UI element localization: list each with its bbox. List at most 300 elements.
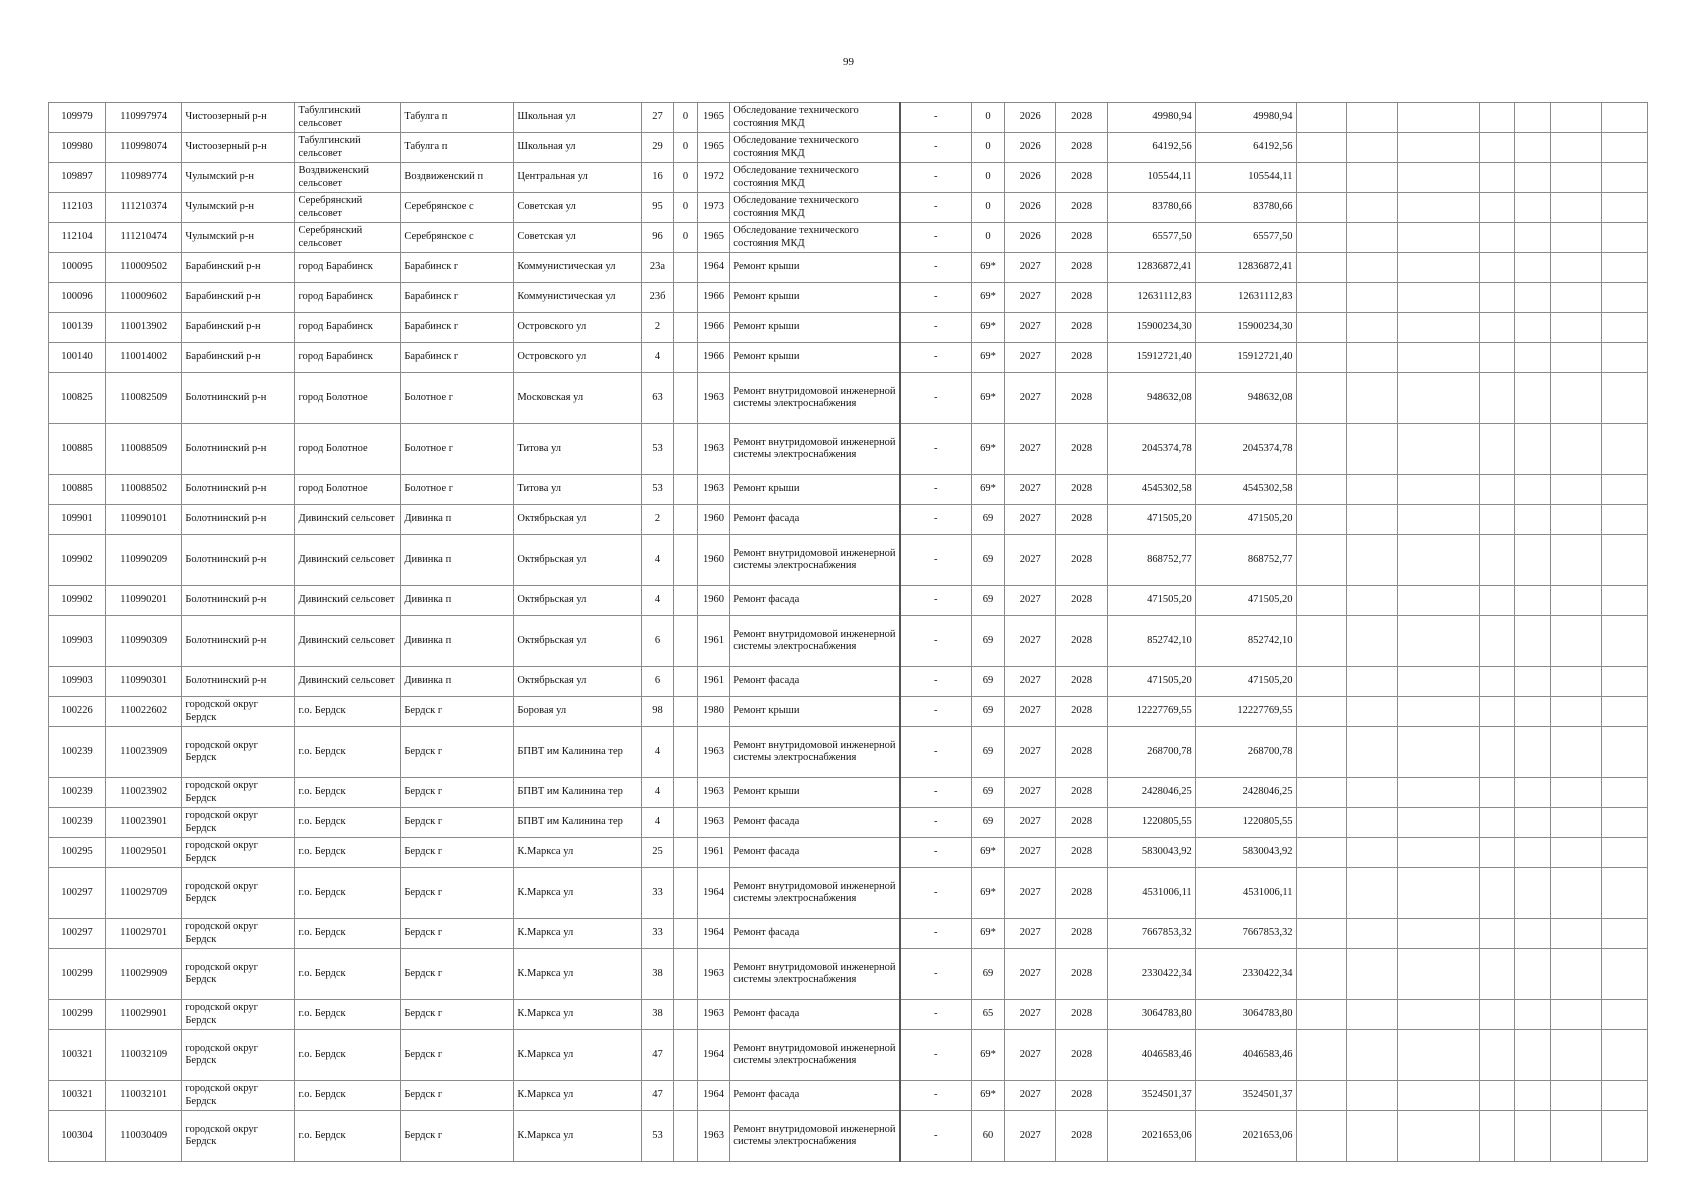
end-year-cell: 2028 — [1056, 313, 1108, 343]
empty-cell — [1551, 373, 1602, 424]
work-type-cell: Ремонт фасада — [730, 586, 900, 616]
id-cell: 109903 — [49, 616, 106, 667]
code-cell: 110022602 — [106, 697, 182, 727]
id-cell: 109979 — [49, 103, 106, 133]
empty-cell — [1347, 253, 1398, 283]
table-row — [49, 586, 1648, 616]
start-year-cell: 2027 — [1005, 778, 1056, 808]
empty-cell — [1551, 808, 1602, 838]
work-type-cell: Ремонт внутридомовой инженерной системы электроснабжения — [730, 535, 900, 586]
start-year-cell: 2027 — [1005, 1111, 1056, 1162]
locality-cell: Бердск г — [401, 697, 514, 727]
house-cell: 38 — [641, 949, 674, 1000]
id-cell: 109902 — [49, 535, 106, 586]
empty-cell — [1602, 586, 1648, 616]
work-type-cell: Ремонт фасада — [730, 838, 900, 868]
district-cell: городской округ Бердск — [182, 697, 295, 727]
end-year-cell: 2028 — [1056, 223, 1108, 253]
empty-cell — [1602, 283, 1648, 313]
start-year-cell: 2027 — [1005, 868, 1056, 919]
empty-cell — [1398, 475, 1479, 505]
empty-cell — [1602, 1000, 1648, 1030]
year-cell: 1960 — [697, 535, 730, 586]
year-cell: 1963 — [697, 808, 730, 838]
street-cell: Советская ул — [514, 193, 641, 223]
table-row — [49, 283, 1648, 313]
empty-cell — [1398, 616, 1479, 667]
empty-cell — [1515, 919, 1551, 949]
building-cell: 0 — [674, 223, 697, 253]
empty-cell — [1515, 253, 1551, 283]
empty-cell — [1479, 697, 1515, 727]
start-year-cell: 2027 — [1005, 727, 1056, 778]
column-11-cell: - — [900, 838, 971, 868]
empty-cell — [1296, 586, 1347, 616]
empty-cell — [1398, 505, 1479, 535]
empty-cell — [1551, 697, 1602, 727]
column-12-cell: 69 — [971, 535, 1005, 586]
table-row — [49, 949, 1648, 1000]
start-year-cell: 2026 — [1005, 163, 1056, 193]
house-cell: 98 — [641, 697, 674, 727]
street-cell: Титова ул — [514, 475, 641, 505]
column-12-cell: 69* — [971, 373, 1005, 424]
id-cell: 100825 — [49, 373, 106, 424]
empty-cell — [1398, 313, 1479, 343]
end-year-cell: 2028 — [1056, 727, 1108, 778]
empty-cell — [1479, 727, 1515, 778]
column-12-cell: 69* — [971, 475, 1005, 505]
total-cell: 471505,20 — [1195, 667, 1296, 697]
end-year-cell: 2028 — [1056, 133, 1108, 163]
street-cell: Московская ул — [514, 373, 641, 424]
total-cell: 3064783,80 — [1195, 1000, 1296, 1030]
end-year-cell: 2028 — [1056, 808, 1108, 838]
total-cell: 268700,78 — [1195, 727, 1296, 778]
empty-cell — [1551, 1081, 1602, 1111]
id-cell: 100095 — [49, 253, 106, 283]
column-12-cell: 69* — [971, 343, 1005, 373]
end-year-cell: 2028 — [1056, 868, 1108, 919]
empty-cell — [1398, 283, 1479, 313]
locality-cell: Бердск г — [401, 838, 514, 868]
start-year-cell: 2027 — [1005, 586, 1056, 616]
house-cell: 16 — [641, 163, 674, 193]
empty-cell — [1515, 1000, 1551, 1030]
start-year-cell: 2027 — [1005, 949, 1056, 1000]
district-cell: городской округ Бердск — [182, 1000, 295, 1030]
locality-cell: Бердск г — [401, 949, 514, 1000]
empty-cell — [1479, 475, 1515, 505]
cost-cell: 268700,78 — [1108, 727, 1196, 778]
id-cell: 100239 — [49, 778, 106, 808]
empty-cell — [1551, 163, 1602, 193]
work-type-cell: Ремонт внутридомовой инженерной системы электроснабжения — [730, 1030, 900, 1081]
street-cell: К.Маркса ул — [514, 868, 641, 919]
locality-cell: Барабинск г — [401, 253, 514, 283]
house-cell: 4 — [641, 808, 674, 838]
empty-cell — [1479, 193, 1515, 223]
municipality-cell: город Барабинск — [295, 313, 401, 343]
empty-cell — [1515, 778, 1551, 808]
house-cell: 2 — [641, 505, 674, 535]
district-cell: Чулымский р-н — [182, 193, 295, 223]
start-year-cell: 2027 — [1005, 505, 1056, 535]
id-cell: 109980 — [49, 133, 106, 163]
total-cell: 49980,94 — [1195, 103, 1296, 133]
empty-cell — [1551, 919, 1602, 949]
street-cell: Коммунистическая ул — [514, 253, 641, 283]
code-cell: 110023901 — [106, 808, 182, 838]
column-12-cell: 69* — [971, 838, 1005, 868]
empty-cell — [1551, 727, 1602, 778]
year-cell: 1963 — [697, 373, 730, 424]
empty-cell — [1602, 808, 1648, 838]
empty-cell — [1479, 313, 1515, 343]
id-cell: 100297 — [49, 919, 106, 949]
start-year-cell: 2027 — [1005, 667, 1056, 697]
empty-cell — [1602, 133, 1648, 163]
municipality-cell: Дивинский сельсовет — [295, 535, 401, 586]
building-cell — [674, 1081, 697, 1111]
empty-cell — [1551, 475, 1602, 505]
house-cell: 4 — [641, 727, 674, 778]
empty-cell — [1347, 1000, 1398, 1030]
locality-cell: Серебрянское с — [401, 193, 514, 223]
cost-cell: 4046583,46 — [1108, 1030, 1196, 1081]
house-cell: 23а — [641, 253, 674, 283]
empty-cell — [1398, 667, 1479, 697]
empty-cell — [1398, 193, 1479, 223]
code-cell: 110997974 — [106, 103, 182, 133]
empty-cell — [1398, 103, 1479, 133]
building-cell — [674, 505, 697, 535]
empty-cell — [1479, 1000, 1515, 1030]
empty-cell — [1398, 919, 1479, 949]
start-year-cell: 2027 — [1005, 616, 1056, 667]
district-cell: Болотнинский р-н — [182, 475, 295, 505]
year-cell: 1972 — [697, 163, 730, 193]
district-cell: Барабинский р-н — [182, 283, 295, 313]
table-row — [49, 133, 1648, 163]
work-type-cell: Ремонт крыши — [730, 697, 900, 727]
year-cell: 1963 — [697, 475, 730, 505]
locality-cell: Дивинка п — [401, 667, 514, 697]
empty-cell — [1602, 868, 1648, 919]
code-cell: 110088502 — [106, 475, 182, 505]
id-cell: 100239 — [49, 727, 106, 778]
house-cell: 63 — [641, 373, 674, 424]
empty-cell — [1515, 586, 1551, 616]
empty-cell — [1551, 283, 1602, 313]
building-cell — [674, 727, 697, 778]
start-year-cell: 2026 — [1005, 223, 1056, 253]
empty-cell — [1602, 223, 1648, 253]
building-cell — [674, 586, 697, 616]
total-cell: 471505,20 — [1195, 586, 1296, 616]
building-cell — [674, 868, 697, 919]
column-11-cell: - — [900, 778, 971, 808]
end-year-cell: 2028 — [1056, 1000, 1108, 1030]
cost-cell: 852742,10 — [1108, 616, 1196, 667]
table-row — [49, 667, 1648, 697]
empty-cell — [1551, 343, 1602, 373]
empty-cell — [1296, 283, 1347, 313]
cost-cell: 1220805,55 — [1108, 808, 1196, 838]
house-cell: 6 — [641, 667, 674, 697]
empty-cell — [1551, 616, 1602, 667]
empty-cell — [1602, 667, 1648, 697]
empty-cell — [1296, 535, 1347, 586]
total-cell: 852742,10 — [1195, 616, 1296, 667]
empty-cell — [1479, 283, 1515, 313]
house-cell: 38 — [641, 1000, 674, 1030]
column-11-cell: - — [900, 868, 971, 919]
empty-cell — [1398, 373, 1479, 424]
column-12-cell: 69 — [971, 616, 1005, 667]
empty-cell — [1347, 223, 1398, 253]
empty-cell — [1551, 586, 1602, 616]
code-cell: 110023902 — [106, 778, 182, 808]
empty-cell — [1515, 535, 1551, 586]
municipality-cell: г.о. Бердск — [295, 1081, 401, 1111]
table-row — [49, 616, 1648, 667]
locality-cell: Бердск г — [401, 868, 514, 919]
empty-cell — [1296, 133, 1347, 163]
empty-cell — [1296, 424, 1347, 475]
work-type-cell: Обследование технического состояния МКД — [730, 163, 900, 193]
column-11-cell: - — [900, 586, 971, 616]
house-cell: 25 — [641, 838, 674, 868]
building-cell — [674, 1000, 697, 1030]
year-cell: 1964 — [697, 868, 730, 919]
empty-cell — [1347, 778, 1398, 808]
empty-cell — [1398, 133, 1479, 163]
empty-cell — [1479, 808, 1515, 838]
work-type-cell: Ремонт крыши — [730, 253, 900, 283]
building-cell: 0 — [674, 103, 697, 133]
empty-cell — [1347, 475, 1398, 505]
column-11-cell: - — [900, 949, 971, 1000]
empty-cell — [1515, 283, 1551, 313]
street-cell: БПВТ им Калинина тер — [514, 727, 641, 778]
work-type-cell: Ремонт фасада — [730, 808, 900, 838]
street-cell: К.Маркса ул — [514, 1081, 641, 1111]
column-12-cell: 69 — [971, 697, 1005, 727]
empty-cell — [1347, 616, 1398, 667]
empty-cell — [1551, 535, 1602, 586]
empty-cell — [1479, 424, 1515, 475]
empty-cell — [1296, 667, 1347, 697]
street-cell: Советская ул — [514, 223, 641, 253]
district-cell: Болотнинский р-н — [182, 586, 295, 616]
end-year-cell: 2028 — [1056, 1081, 1108, 1111]
locality-cell: Бердск г — [401, 919, 514, 949]
end-year-cell: 2028 — [1056, 283, 1108, 313]
year-cell: 1961 — [697, 616, 730, 667]
start-year-cell: 2026 — [1005, 193, 1056, 223]
street-cell: К.Маркса ул — [514, 1111, 641, 1162]
column-12-cell: 69* — [971, 1081, 1005, 1111]
empty-cell — [1602, 1030, 1648, 1081]
building-cell — [674, 475, 697, 505]
district-cell: городской округ Бердск — [182, 727, 295, 778]
locality-cell: Болотное г — [401, 424, 514, 475]
empty-cell — [1347, 868, 1398, 919]
table-row — [49, 424, 1648, 475]
id-cell: 100226 — [49, 697, 106, 727]
street-cell: К.Маркса ул — [514, 1030, 641, 1081]
house-cell: 23б — [641, 283, 674, 313]
empty-cell — [1479, 373, 1515, 424]
empty-cell — [1296, 103, 1347, 133]
municipality-cell: город Болотное — [295, 373, 401, 424]
empty-cell — [1398, 253, 1479, 283]
empty-cell — [1479, 1111, 1515, 1162]
end-year-cell: 2028 — [1056, 253, 1108, 283]
end-year-cell: 2028 — [1056, 838, 1108, 868]
cost-cell: 2428046,25 — [1108, 778, 1196, 808]
column-12-cell: 69 — [971, 949, 1005, 1000]
municipality-cell: город Барабинск — [295, 253, 401, 283]
empty-cell — [1602, 1111, 1648, 1162]
cost-cell: 471505,20 — [1108, 667, 1196, 697]
year-cell: 1963 — [697, 949, 730, 1000]
work-type-cell: Ремонт внутридомовой инженерной системы электроснабжения — [730, 1111, 900, 1162]
column-12-cell: 60 — [971, 1111, 1005, 1162]
empty-cell — [1479, 616, 1515, 667]
empty-cell — [1398, 343, 1479, 373]
empty-cell — [1551, 424, 1602, 475]
street-cell: Школьная ул — [514, 133, 641, 163]
table-row — [49, 505, 1648, 535]
start-year-cell: 2027 — [1005, 424, 1056, 475]
empty-cell — [1296, 1000, 1347, 1030]
empty-cell — [1602, 373, 1648, 424]
building-cell — [674, 778, 697, 808]
work-type-cell: Ремонт внутридомовой инженерной системы электроснабжения — [730, 424, 900, 475]
empty-cell — [1515, 949, 1551, 1000]
locality-cell: Барабинск г — [401, 283, 514, 313]
municipality-cell: город Барабинск — [295, 283, 401, 313]
district-cell: городской округ Бердск — [182, 1030, 295, 1081]
house-cell: 96 — [641, 223, 674, 253]
total-cell: 15900234,30 — [1195, 313, 1296, 343]
column-11-cell: - — [900, 223, 971, 253]
empty-cell — [1602, 103, 1648, 133]
empty-cell — [1296, 193, 1347, 223]
empty-cell — [1602, 424, 1648, 475]
empty-cell — [1398, 223, 1479, 253]
empty-cell — [1479, 1081, 1515, 1111]
street-cell: Школьная ул — [514, 103, 641, 133]
cost-cell: 64192,56 — [1108, 133, 1196, 163]
start-year-cell: 2027 — [1005, 313, 1056, 343]
empty-cell — [1515, 1111, 1551, 1162]
empty-cell — [1347, 949, 1398, 1000]
column-11-cell: - — [900, 193, 971, 223]
district-cell: городской округ Бердск — [182, 838, 295, 868]
start-year-cell: 2027 — [1005, 343, 1056, 373]
end-year-cell: 2028 — [1056, 343, 1108, 373]
column-11-cell: - — [900, 535, 971, 586]
empty-cell — [1602, 313, 1648, 343]
empty-cell — [1479, 667, 1515, 697]
locality-cell: Табулга п — [401, 103, 514, 133]
street-cell: Островского ул — [514, 343, 641, 373]
empty-cell — [1602, 616, 1648, 667]
municipality-cell: Дивинский сельсовет — [295, 616, 401, 667]
building-cell — [674, 667, 697, 697]
house-cell: 53 — [641, 424, 674, 475]
cost-cell: 7667853,32 — [1108, 919, 1196, 949]
page-number: 99 — [843, 56, 854, 68]
empty-cell — [1515, 868, 1551, 919]
empty-cell — [1296, 616, 1347, 667]
house-cell: 47 — [641, 1030, 674, 1081]
empty-cell — [1398, 424, 1479, 475]
id-cell: 100299 — [49, 1000, 106, 1030]
street-cell: Октябрьская ул — [514, 586, 641, 616]
district-cell: Болотнинский р-н — [182, 373, 295, 424]
empty-cell — [1296, 1030, 1347, 1081]
empty-cell — [1551, 778, 1602, 808]
column-11-cell: - — [900, 808, 971, 838]
empty-cell — [1296, 505, 1347, 535]
district-cell: городской округ Бердск — [182, 868, 295, 919]
column-12-cell: 69 — [971, 586, 1005, 616]
year-cell: 1980 — [697, 697, 730, 727]
cost-cell: 471505,20 — [1108, 586, 1196, 616]
municipality-cell: Табулгинский сельсовет — [295, 103, 401, 133]
table-row — [49, 838, 1648, 868]
start-year-cell: 2026 — [1005, 133, 1056, 163]
empty-cell — [1602, 697, 1648, 727]
building-cell — [674, 838, 697, 868]
table-row — [49, 868, 1648, 919]
municipality-cell: г.о. Бердск — [295, 1000, 401, 1030]
street-cell: Коммунистическая ул — [514, 283, 641, 313]
cost-cell: 3524501,37 — [1108, 1081, 1196, 1111]
empty-cell — [1347, 667, 1398, 697]
code-cell: 110030409 — [106, 1111, 182, 1162]
empty-cell — [1296, 838, 1347, 868]
column-11-cell: - — [900, 253, 971, 283]
code-cell: 110009602 — [106, 283, 182, 313]
empty-cell — [1398, 949, 1479, 1000]
code-cell: 110014002 — [106, 343, 182, 373]
house-cell: 53 — [641, 475, 674, 505]
column-12-cell: 65 — [971, 1000, 1005, 1030]
column-12-cell: 69* — [971, 313, 1005, 343]
code-cell: 110013902 — [106, 313, 182, 343]
empty-cell — [1296, 808, 1347, 838]
table-row — [49, 919, 1648, 949]
district-cell: Болотнинский р-н — [182, 424, 295, 475]
empty-cell — [1515, 373, 1551, 424]
start-year-cell: 2027 — [1005, 373, 1056, 424]
empty-cell — [1479, 535, 1515, 586]
work-type-cell: Обследование технического состояния МКД — [730, 223, 900, 253]
work-type-cell: Ремонт крыши — [730, 313, 900, 343]
year-cell: 1966 — [697, 283, 730, 313]
street-cell: Октябрьская ул — [514, 505, 641, 535]
empty-cell — [1347, 313, 1398, 343]
work-type-cell: Обследование технического состояния МКД — [730, 193, 900, 223]
year-cell: 1964 — [697, 1081, 730, 1111]
table-row — [49, 103, 1648, 133]
end-year-cell: 2028 — [1056, 163, 1108, 193]
